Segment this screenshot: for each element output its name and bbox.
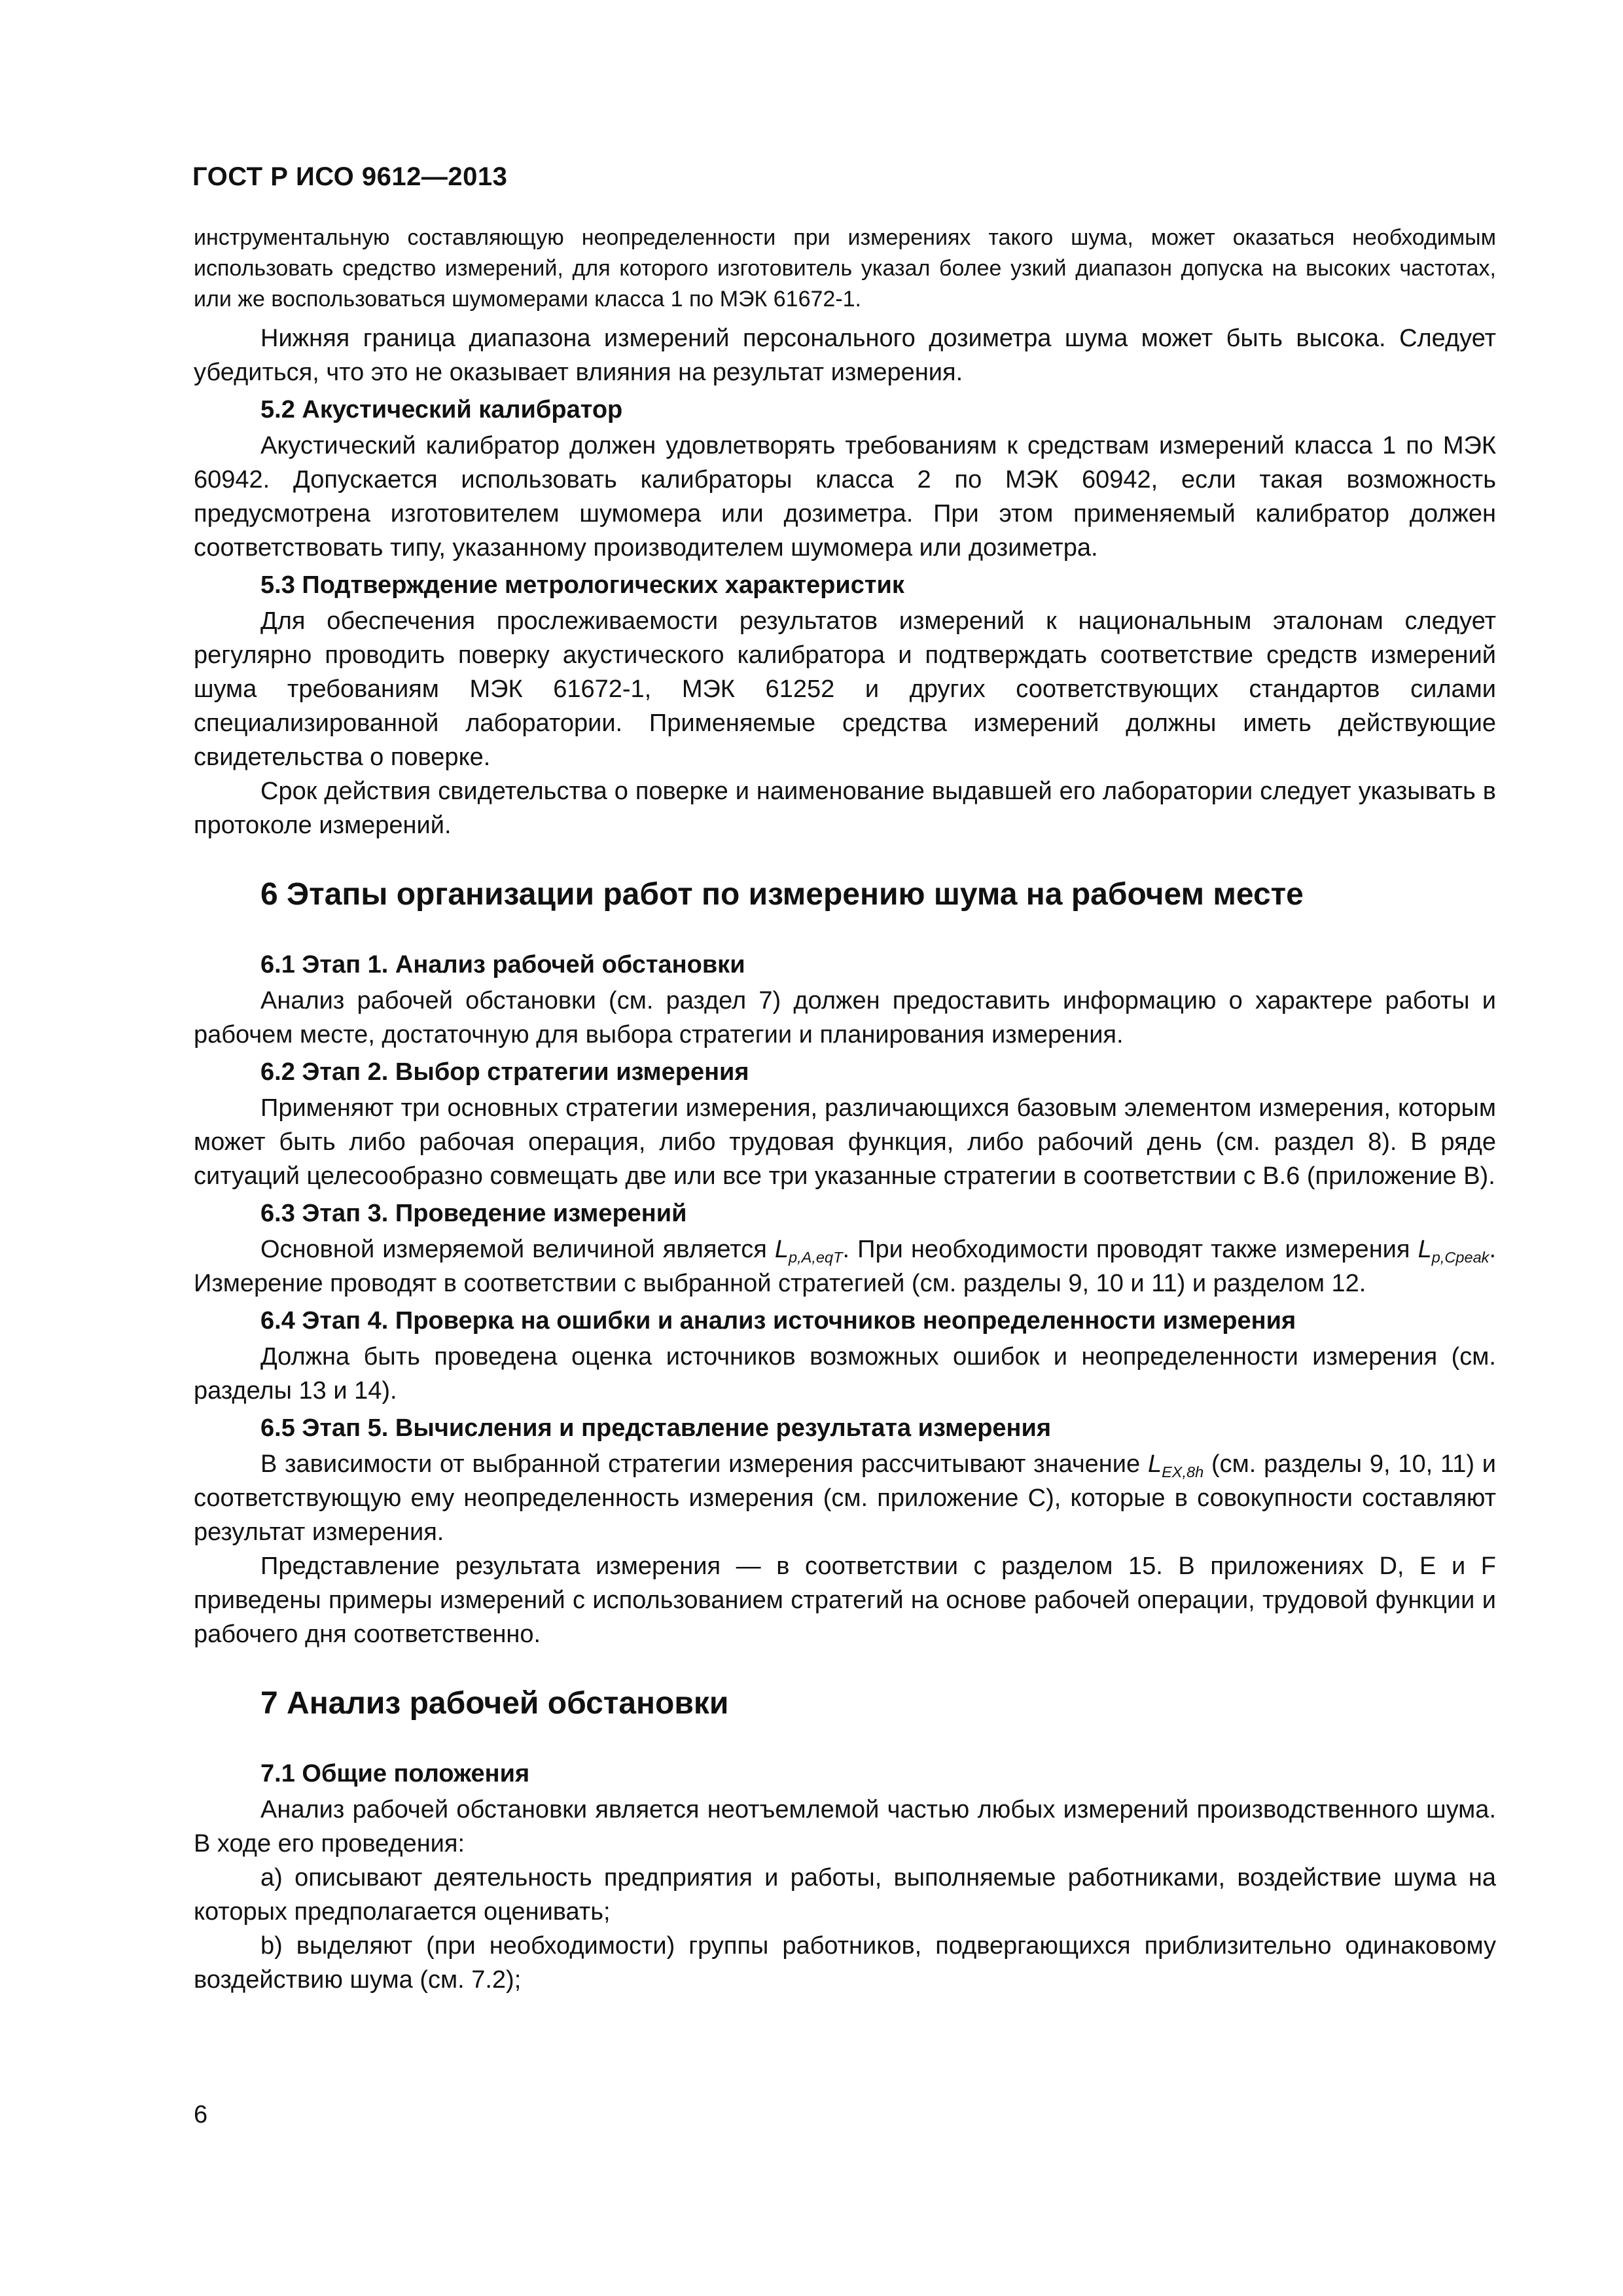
subscript-ex8h: EX,8h — [1162, 1463, 1204, 1481]
paragraph-6-5-text-2: (см. разделы 9, 10, 11) и соответствующую ему неопределенность измерения (см. приложение С), которые в совокупности составляют результат измерения. — [194, 1450, 1496, 1546]
symbol-l-ex8h: L — [1147, 1450, 1162, 1478]
heading-6-4: 6.4 Этап 4. Проверка на ошибки и анализ источников неопределенности измерения — [260, 1307, 1296, 1335]
paragraph-6-1: Анализ рабочей обстановки (см. раздел 7) должен предоставить информацию о характере работы и рабочем месте, достаточную для выбора стратегии и планирования измерения. — [194, 987, 1496, 1049]
page-number: 6 — [194, 2101, 208, 2128]
symbol-l-pcpeak: L — [1418, 1236, 1432, 1263]
heading-5-2: 5.2 Акустический калибратор — [260, 396, 623, 423]
heading-6-2: 6.2 Этап 2. Выбор стратегии измерения — [260, 1058, 749, 1086]
page-content — [194, 223, 1496, 1997]
paragraph-6-2: Применяют три основных стратегии измерения, различающихся базовым элементом измерения, которым может быть либо рабочая операция, либо трудовая функция, либо рабочий день (см. раздел 8). В ряде ситуаций целесообразно совмещать две или все три указанные стратегии в соответствии с В.6 (приложение В). — [194, 1094, 1496, 1190]
paragraph-6-5-a — [194, 1447, 1496, 1549]
paragraph-5-2: Акустический калибратор должен удовлетворять требованиям к средствам измерений класса 1 по МЭК 60942. Допускается использовать калибраторы класса 2 по МЭК 60942, если такая возможность предусмотрена изготовителем шумомера или дозиметра. При этом применяемый калибратор должен соответствовать типу, указанному производителем шумомера или дозиметра. — [194, 432, 1496, 562]
document-header: ГОСТ Р ИСО 9612—2013 — [192, 162, 508, 191]
paragraph-6-4: Должна быть проведена оценка источников возможных ошибок и неопределенности измерения (см. разделы 13 и 14). — [194, 1343, 1496, 1405]
heading-section-6: 6 Этапы организации работ по измерению шума на рабочем месте — [260, 877, 1304, 912]
list-item-b: b) выделяют (при необходимости) группы работников, подвергающихся приблизительно одинаковому воздействию шума (см. 7.2); — [194, 1932, 1496, 1994]
paragraph-6-3-text-3: . Измерение проводят в соответствии с выбранной стратегией (см. разделы 9, 10 и 11) и разделом 12. — [194, 1236, 1496, 1297]
paragraph-6-5-b: Представление результата измерения — в соответствии с разделом 15. В приложениях D, Е и F приведены примеры измерений с использованием стратегий на основе рабочей операции, трудовой функции и рабочего дня соответственно. — [194, 1552, 1496, 1648]
paragraph-continued: инструментальную составляющую неопределенности при измерениях такого шума, может оказаться необходимым использовать средство измерений, для которого изготовитель указал более узкий диапазон допуска на высоких частотах, или же воспользоваться шумомерами класса 1 по МЭК 61672-1. — [194, 225, 1496, 312]
symbol-l-paeqt: L — [774, 1236, 789, 1263]
heading-section-7: 7 Анализ рабочей обстановки — [260, 1686, 729, 1721]
paragraph-5-3-a: Для обеспечения прослеживаемости результатов измерений к национальным эталонам следует регулярно проводить поверку акустического калибратора и подтверждать соответствие средств измерений шума требованиям МЭК 61672-1, МЭК 61252 и других соответствующих стандартов силами специализированной лаборатории. Применяемые средства измерений должны иметь действующие свидетельства о поверке. — [194, 607, 1496, 771]
list-item-a: a) описывают деятельность предприятия и работы, выполняемые работниками, воздействие шума на которых предполагается оценивать; — [194, 1864, 1496, 1926]
paragraph-5-3-b: Срок действия свидетельства о поверке и наименование выдавшей его лаборатории следует указывать в протоколе измерений. — [194, 778, 1496, 839]
heading-5-3: 5.3 Подтверждение метрологических характеристик — [260, 571, 904, 599]
heading-6-5: 6.5 Этап 5. Вычисления и представление результата измерения — [260, 1414, 1052, 1442]
paragraph-6-3 — [194, 1232, 1496, 1300]
paragraph-6-3-text-1: Основной измеряемой величиной является — [260, 1236, 775, 1263]
heading-6-3: 6.3 Этап 3. Проведение измерений — [260, 1200, 687, 1227]
paragraph-lower-limit: Нижняя граница диапазона измерений персонального дозиметра шума может быть высока. Следует убедиться, что это не оказывает влияния на результат измерения. — [194, 325, 1496, 386]
heading-6-1: 6.1 Этап 1. Анализ рабочей обстановки — [260, 951, 745, 978]
paragraph-6-5-text-1: В зависимости от выбранной стратегии измерения рассчитывают значение — [260, 1450, 1148, 1478]
paragraph-7-1: Анализ рабочей обстановки является неотъемлемой частью любых измерений производственного шума. В ходе его проведения: — [194, 1796, 1496, 1857]
subscript-paeqt: p,A,eqT — [789, 1249, 843, 1266]
heading-7-1: 7.1 Общие положения — [260, 1760, 530, 1787]
paragraph-6-3-text-2: . При необходимости проводят также измерения — [842, 1236, 1418, 1263]
subscript-pcpeak: p,Cpeak — [1431, 1249, 1489, 1266]
